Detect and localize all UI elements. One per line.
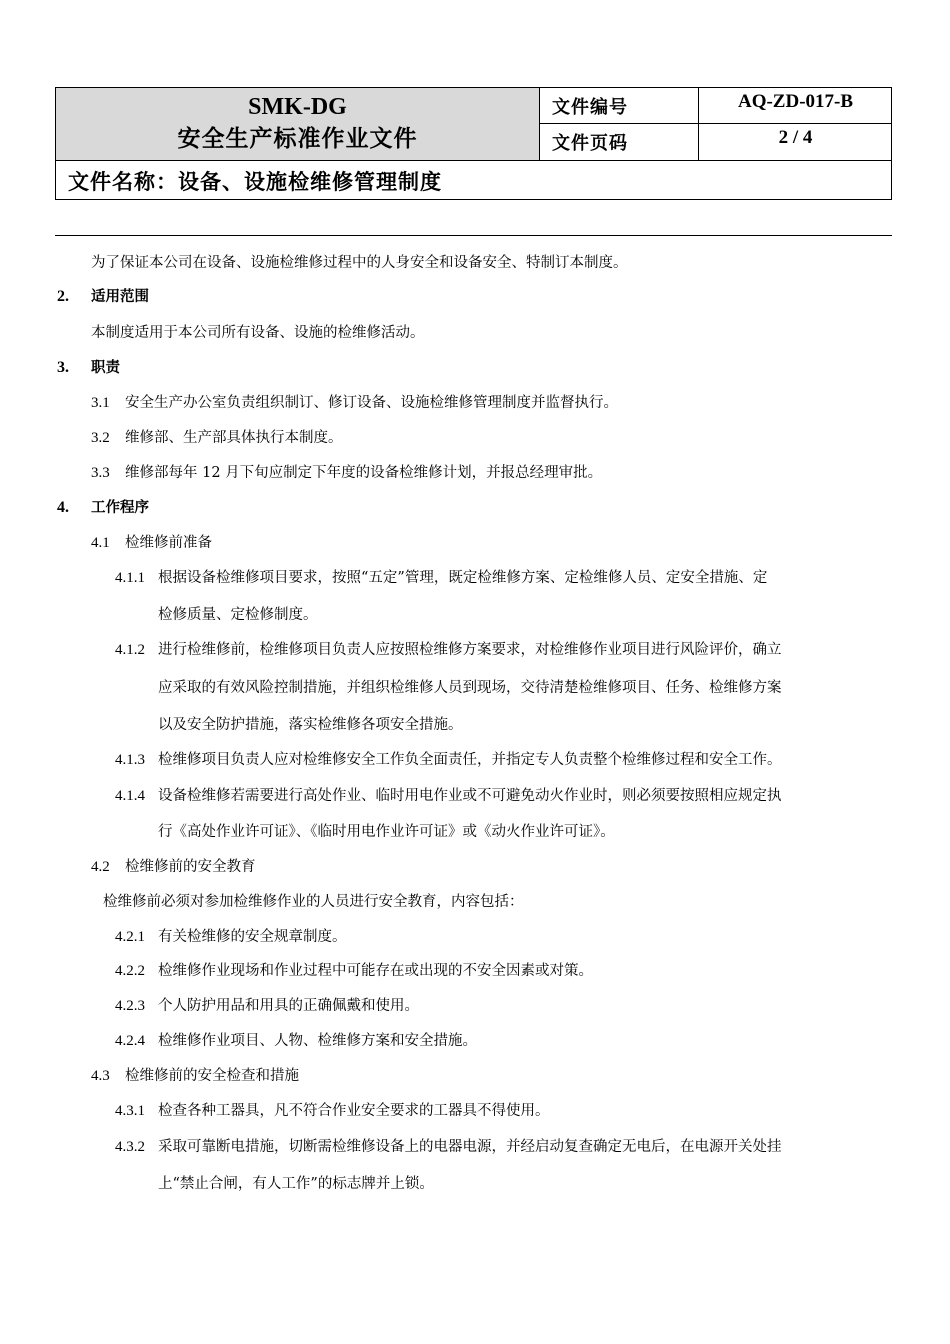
intro-paragraph: 为了保证本公司在设备、设施检维修过程中的人身安全和设备安全、特制订本制度。: [91, 255, 628, 271]
section-number: 3.: [57, 359, 69, 376]
list-item: 维修部、生产部具体执行本制度。: [125, 430, 343, 446]
list-item: 设备检维修若需要进行高处作业、临时用电作业或不可避免动火作业时，则必须要按照相应规定执: [158, 788, 782, 804]
section-number: 4.: [57, 499, 69, 516]
item-number: 4.3.2: [115, 1139, 145, 1155]
subsection-title: 检维修前准备: [125, 535, 212, 551]
company-code: SMK-DG: [248, 94, 347, 120]
subsection-title: 检维修前的安全教育: [125, 859, 256, 875]
list-item-continuation: 检修质量、定检修制度。: [158, 607, 318, 623]
page-value: 2 / 4: [778, 127, 813, 148]
item-number: 4.1.4: [115, 788, 145, 804]
item-number: 4.2: [91, 859, 110, 875]
list-item: 检查各种工器具，凡不符合作业安全要求的工器具不得使用。: [158, 1103, 550, 1119]
paragraph: 本制度适用于本公司所有设备、设施的检维修活动。: [91, 325, 425, 341]
item-number: 4.2.1: [115, 929, 145, 945]
item-number: 4.1.1: [115, 570, 145, 586]
header-subtitle: 安全生产标准作业文件: [177, 126, 418, 152]
list-item: 有关检维修的安全规章制度。: [158, 929, 347, 945]
list-item: 进行检维修前，检维修项目负责人应按照检维修方案要求，对检维修作业项目进行风险评价，确立: [158, 642, 782, 658]
item-number: 3.1: [91, 395, 110, 411]
item-number: 4.3: [91, 1068, 110, 1084]
paragraph: 检维修前必须对参加检维修作业的人员进行安全教育，内容包括：: [103, 894, 524, 910]
header-title-block: [56, 88, 540, 160]
list-item-continuation: 行《高处作业许可证》、《临时用电作业许可证》或《动火作业许可证》。: [158, 824, 615, 840]
subsection-title: 检维修前的安全检查和措施: [125, 1068, 299, 1084]
list-item-continuation: 应采取的有效风险控制措施，并组织检维修人员到现场，交待清楚检维修项目、任务、检维修方案: [158, 680, 782, 696]
list-item: 根据设备检维修项目要求，按照“五定”管理，既定检维修方案、定检维修人员、定安全措施、定: [158, 570, 768, 586]
item-number: 4.1.3: [115, 752, 145, 768]
page-label: 文件页码: [552, 133, 628, 154]
list-item: 维修部每年 12 月下旬应制定下年度的设备检维修计划，并报总经理审批。: [125, 465, 603, 481]
item-number: 4.1: [91, 535, 110, 551]
header-divider: [540, 123, 892, 124]
doc-no-value: AQ-ZD-017-B: [737, 91, 854, 112]
list-item-continuation: 以及安全防护措施，落实检维修各项安全措施。: [158, 717, 463, 733]
list-item: 检维修作业项目、人物、检维修方案和安全措施。: [158, 1033, 477, 1049]
item-number: 4.2.4: [115, 1033, 145, 1049]
section-title: 工作程序: [91, 500, 149, 516]
horizontal-rule: [55, 235, 892, 236]
item-number: 4.2.3: [115, 998, 145, 1014]
list-item-continuation: 上“禁止合闸，有人工作”的标志牌并上锁。: [158, 1176, 434, 1192]
doc-no-label: 文件编号: [552, 97, 628, 118]
section-title: 职责: [91, 360, 120, 376]
item-number: 4.1.2: [115, 642, 145, 658]
item-number: 3.2: [91, 430, 110, 446]
section-number: 2.: [57, 288, 69, 305]
list-item: 采取可靠断电措施，切断需检维修设备上的电器电源，并经启动复查确定无电后，在电源开关处挂: [158, 1139, 782, 1155]
list-item: 个人防护用品和用具的正确佩戴和使用。: [158, 998, 419, 1014]
document-header: [55, 87, 892, 200]
list-item: 安全生产办公室负责组织制订、修订设备、设施检维修管理制度并监督执行。: [125, 395, 618, 411]
section-title: 适用范围: [91, 289, 149, 305]
header-divider: [56, 160, 892, 161]
item-number: 4.3.1: [115, 1103, 145, 1119]
item-number: 3.3: [91, 465, 110, 481]
list-item: 检维修作业现场和作业过程中可能存在或出现的不安全因素或对策。: [158, 963, 593, 979]
document-name: 文件名称：设备、设施检维修管理制度: [68, 170, 442, 194]
item-number: 4.2.2: [115, 963, 145, 979]
list-item: 检维修项目负责人应对检维修安全工作负全面责任，并指定专人负责整个检维修过程和安全工作。: [158, 752, 782, 768]
